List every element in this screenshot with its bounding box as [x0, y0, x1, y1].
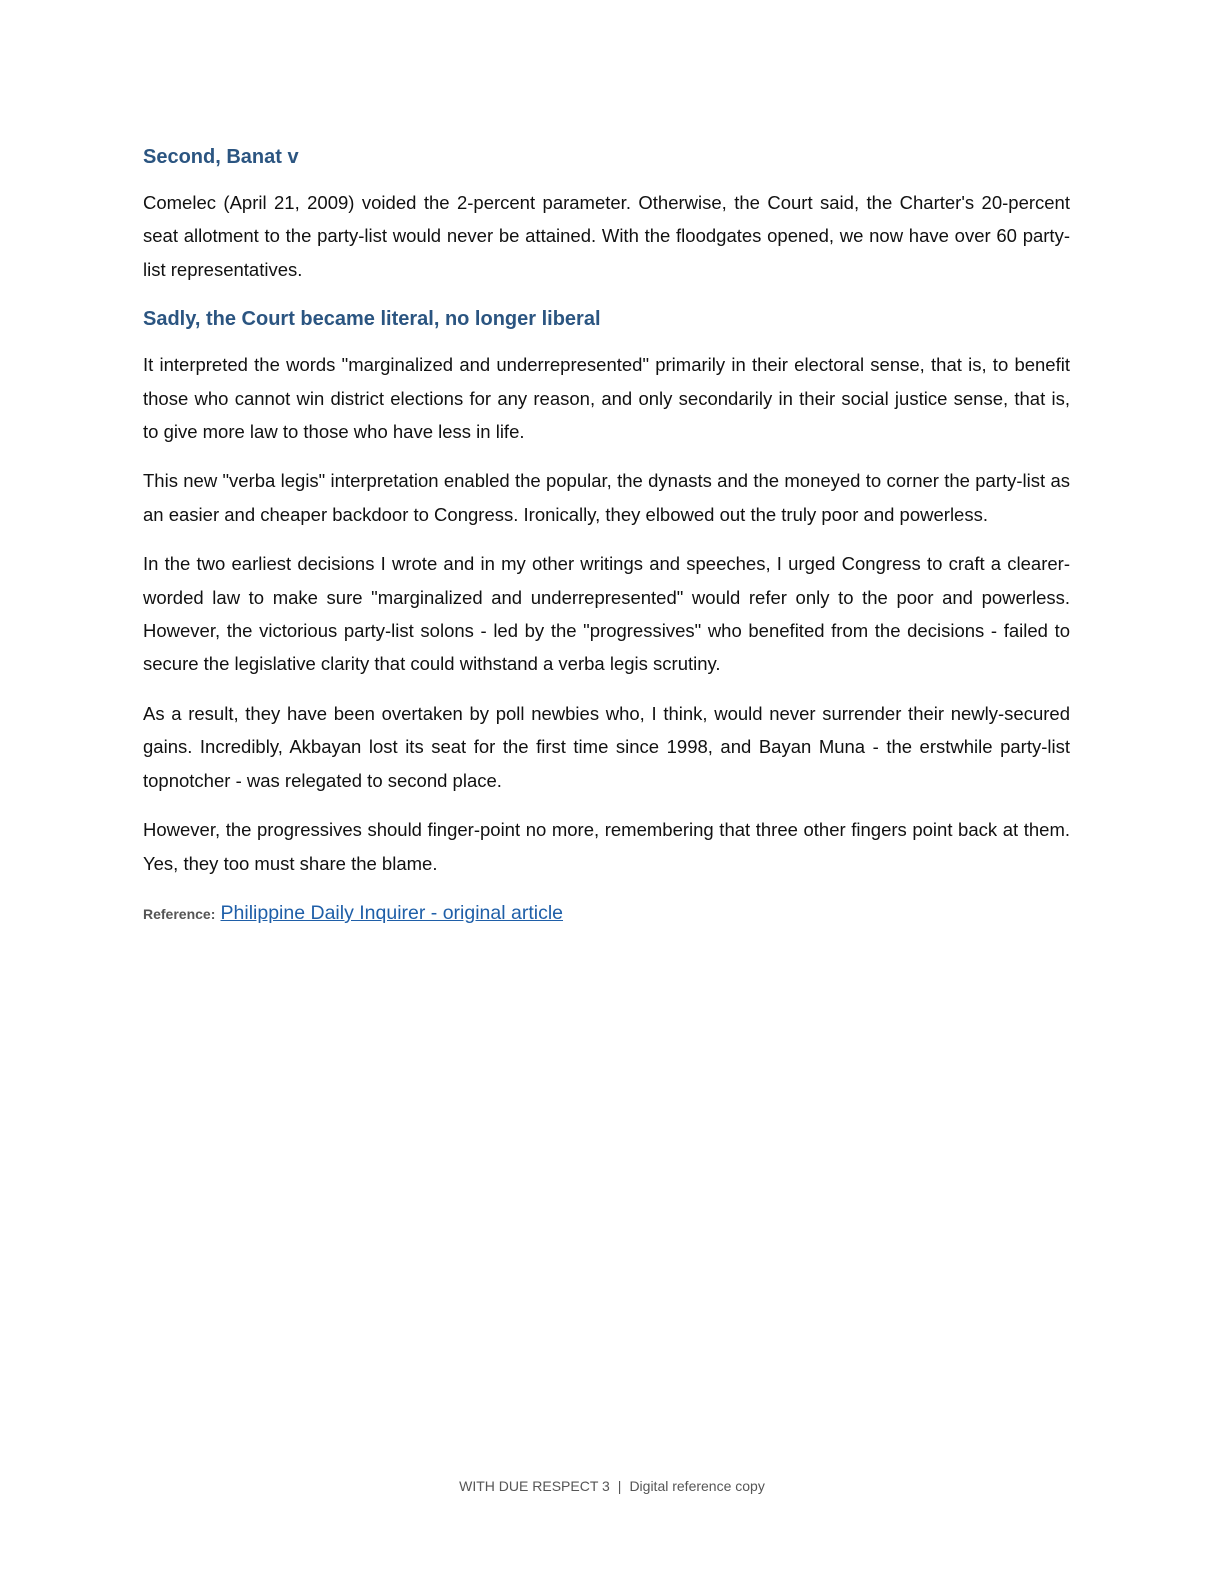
page-footer	[0, 1478, 1224, 1494]
section-heading-banat: Second, Banat v	[143, 146, 299, 168]
section-heading-literal: Sadly, the Court became literal, no longer liberal	[143, 308, 601, 331]
footer-title: WITH DUE RESPECT 3	[459, 1478, 610, 1494]
reference-label: Reference:	[143, 905, 216, 922]
paragraph-verba-legis: This new "verba legis" interpretation enabled the popular, the dynasts and the moneyed to corner the party-list as an easier and cheaper backdoor to Congress. Ironically, they elbowed out the truly poor and powerless.	[143, 470, 1070, 525]
footer-separator: |	[617, 1478, 622, 1494]
paragraph-interpretation: It interpreted the words "marginalized and underrepresented" primarily in their electoral sense, that is, to benefit those who cannot win district elections for any reason, and only secondarily in their social justice sense, that is, to give more law to those who have less in life.	[143, 354, 1070, 443]
document-page	[143, 140, 1070, 931]
paragraph-share-blame: However, the progressives should finger-point no more, remembering that three other fingers point back at them. Yes, they too must share the blame.	[143, 819, 1070, 874]
reference-link[interactable]: Philippine Daily Inquirer - original article	[220, 901, 564, 924]
paragraph-poll-newbies: As a result, they have been overtaken by poll newbies who, I think, would never surrender their newly-secured gains. Incredibly, Akbayan lost its seat for the first time since 1998, and Bayan Muna - the erstwhile party-list topnotcher - was relegated to second place.	[143, 702, 1070, 791]
paragraph-banat: Comelec (April 21, 2009) voided the 2-percent parameter. Otherwise, the Court said, the Charter's 20-percent seat allotment to the party-list would never be attained. With the floodgates opened, we now have over 60 party-list representatives.	[143, 192, 1070, 280]
reference-line	[143, 896, 1070, 931]
paragraph-earliest-decisions: In the two earliest decisions I wrote and in my other writings and speeches, I urged Congress to craft a clearer-worded law to make sure "marginalized and underrepresented" would refer only to the poor and powerless. However, the victorious party-list solons - led by the "progressives" who benefited from the decisions - failed to secure the legislative clarity that could withstand a verba legis scrutiny.	[143, 553, 1070, 675]
footer-subtitle: Digital reference copy	[629, 1478, 765, 1494]
